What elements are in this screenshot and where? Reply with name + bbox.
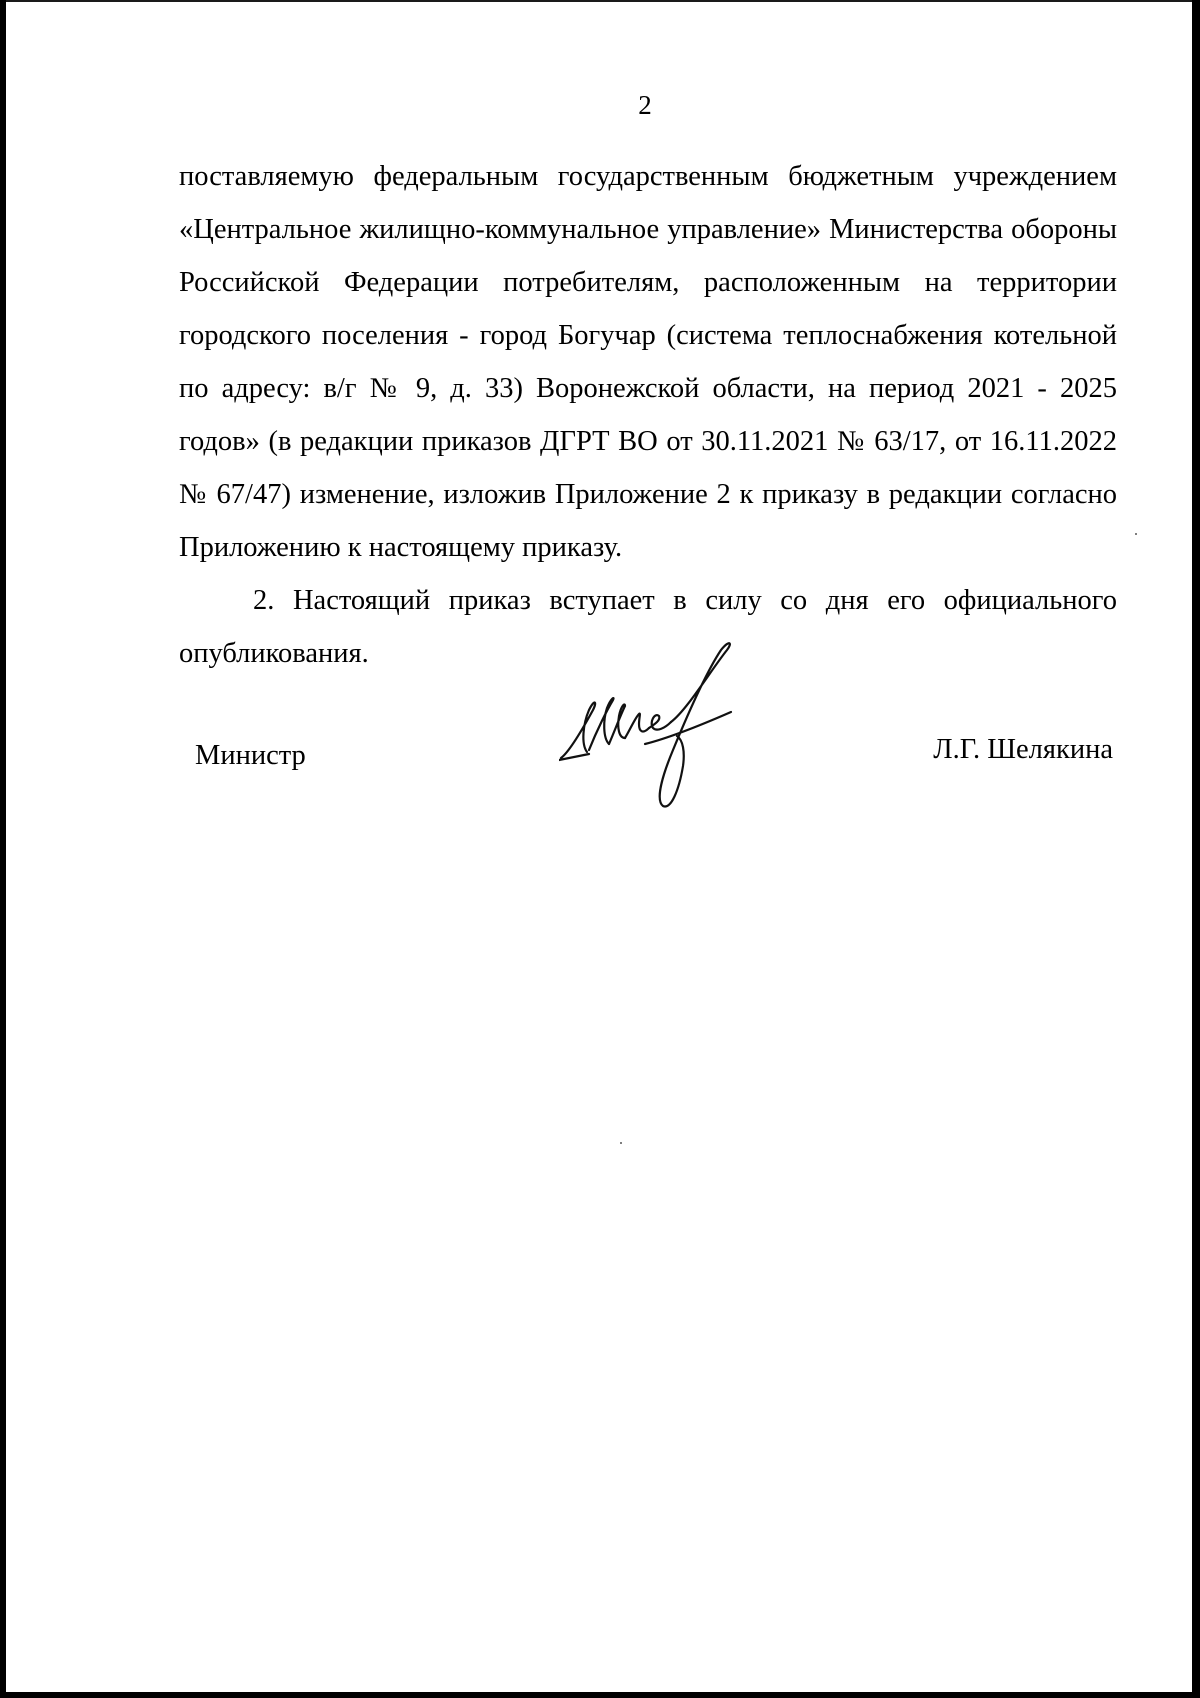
document-body [179, 150, 1117, 680]
scan-border-left [0, 0, 6, 1698]
signatory-name: Л.Г. Шелякина [933, 734, 1113, 765]
signatory-position: Министр [195, 740, 306, 771]
scan-border-bottom [0, 1692, 1200, 1698]
handwritten-signature [559, 640, 759, 810]
page-number: 2 [638, 90, 652, 120]
scan-border-top [0, 0, 1200, 2]
scan-border-right [1192, 0, 1200, 1698]
paragraph-effective-date: 2. Настоящий приказ вступает в силу со дня его официального опубликования. [179, 585, 1117, 669]
paragraph-continuation: поставляемую федеральным государственным бюджетным учреждением «Центральное жилищно-коммунальное управление» Министерства обороны Российской Федерации потребителям, расположенным на территории городского поселения - город Богучар (система теплоснабжения котельной по адресу: в/г № 9, д. 33) Воронежской области, на период 2021 - 2025 годов» (в редакции приказов ДГРТ ВО от 30.11.2021 № 63/17, от 16.11.2022 № 67/47) изменение, изложив Приложение 2 к приказу в редакции согласно Приложению к настоящему приказу. [179, 161, 1117, 563]
signature-block [179, 640, 1117, 820]
scan-artifact [620, 1142, 622, 1144]
scan-artifact [1135, 533, 1137, 535]
